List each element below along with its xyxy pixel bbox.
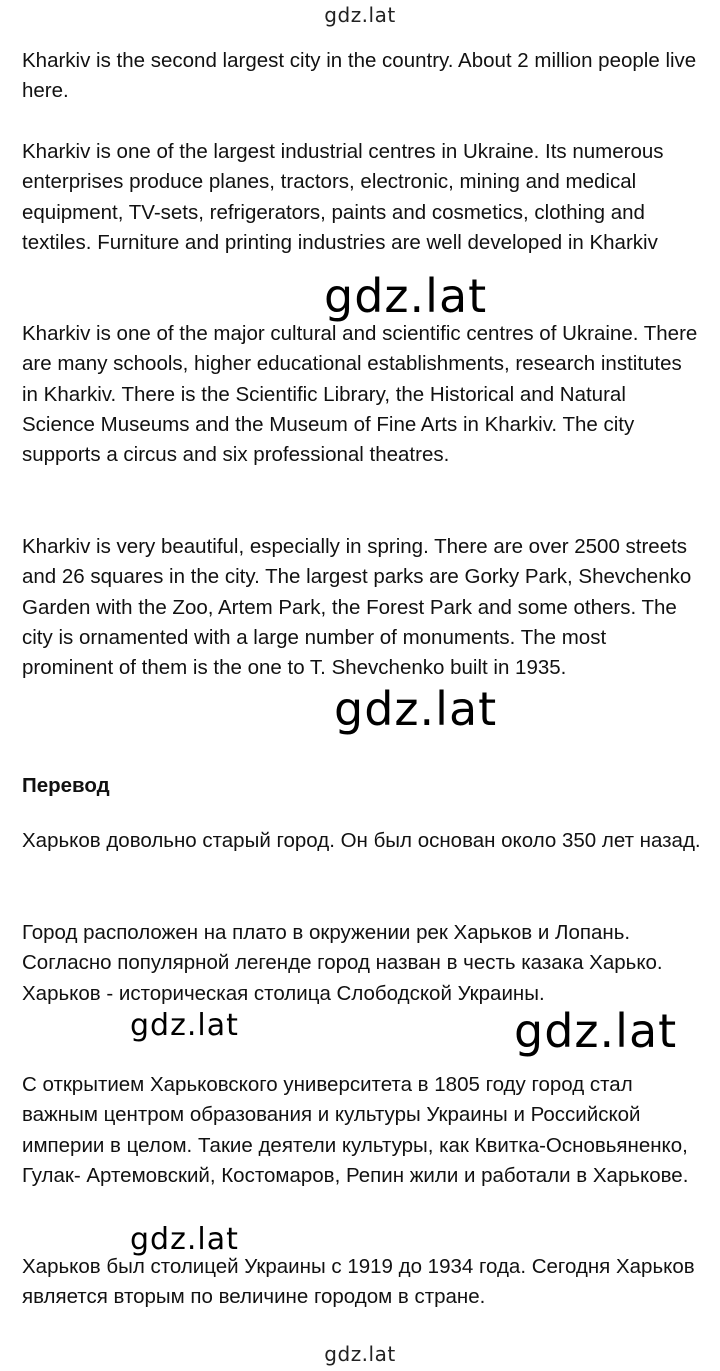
- header-watermark: gdz.lat: [324, 3, 396, 27]
- watermark-overlay: gdz.lat: [130, 1222, 239, 1257]
- translation-paragraph-4: Харьков был столицей Украины с 1919 до 1934 года. Сегодня Харьков является вторым по величине городом в стране.: [22, 1255, 695, 1309]
- watermark-overlay: gdz.lat: [514, 1004, 678, 1058]
- translation-heading: Перевод: [22, 774, 110, 797]
- footer-watermark: gdz.lat: [324, 1342, 396, 1366]
- watermark-overlay: gdz.lat: [324, 269, 488, 323]
- translation-paragraph-2: Город расположен на плато в окружении рек Харьков и Лопань. Согласно популярной легенде город назван в честь казака Харько. Харьков - историческая столица Слободской Украины.: [22, 921, 663, 1005]
- watermark-overlay: gdz.lat: [334, 682, 498, 736]
- translation-paragraph-1: Харьков довольно старый город. Он был основан около 350 лет назад.: [22, 829, 701, 852]
- watermark-overlay: gdz.lat: [130, 1008, 239, 1043]
- english-paragraph-1: Kharkiv is the second largest city in the country. About 2 million people live here.: [22, 49, 697, 103]
- translation-paragraph-3: С открытием Харьковского университета в 1805 году город стал важным центром образования и культуры Украины и Российской империи в целом. Такие деятели культуры, как Квитка-Основьяненко, Гулак- Артемовский, Костомаров, Репин жили и работали в Харькове.: [22, 1073, 689, 1187]
- english-paragraph-2: Kharkiv is one of the largest industrial centres in Ukraine. Its numerous enterprises produce planes, tractors, electronic, mining and medical equipment, TV-sets, refrigerators, paints and cosmetics, clothing and textiles. Furniture and printing industries are well developed in Kharkiv: [22, 140, 664, 254]
- english-paragraph-4: Kharkiv is very beautiful, especially in spring. There are over 2500 streets and 26 squares in the city. The largest parks are Gorky Park, Shevchenko Garden with the Zoo, Artem Park, the Forest Park and some others. The city is ornamented with a large number of monuments. The most prominent of them is the one to T. Shevchenko built in 1935.: [22, 535, 692, 680]
- english-paragraph-3: Kharkiv is one of the major cultural and scientific centres of Ukraine. There are many schools, higher educational establishments, research institutes in Kharkiv. There is the Scientific Library, the Historical and Natural Science Museums and the Museum of Fine Arts in Kharkiv. The city supports a circus and six professional theatres.: [22, 322, 698, 467]
